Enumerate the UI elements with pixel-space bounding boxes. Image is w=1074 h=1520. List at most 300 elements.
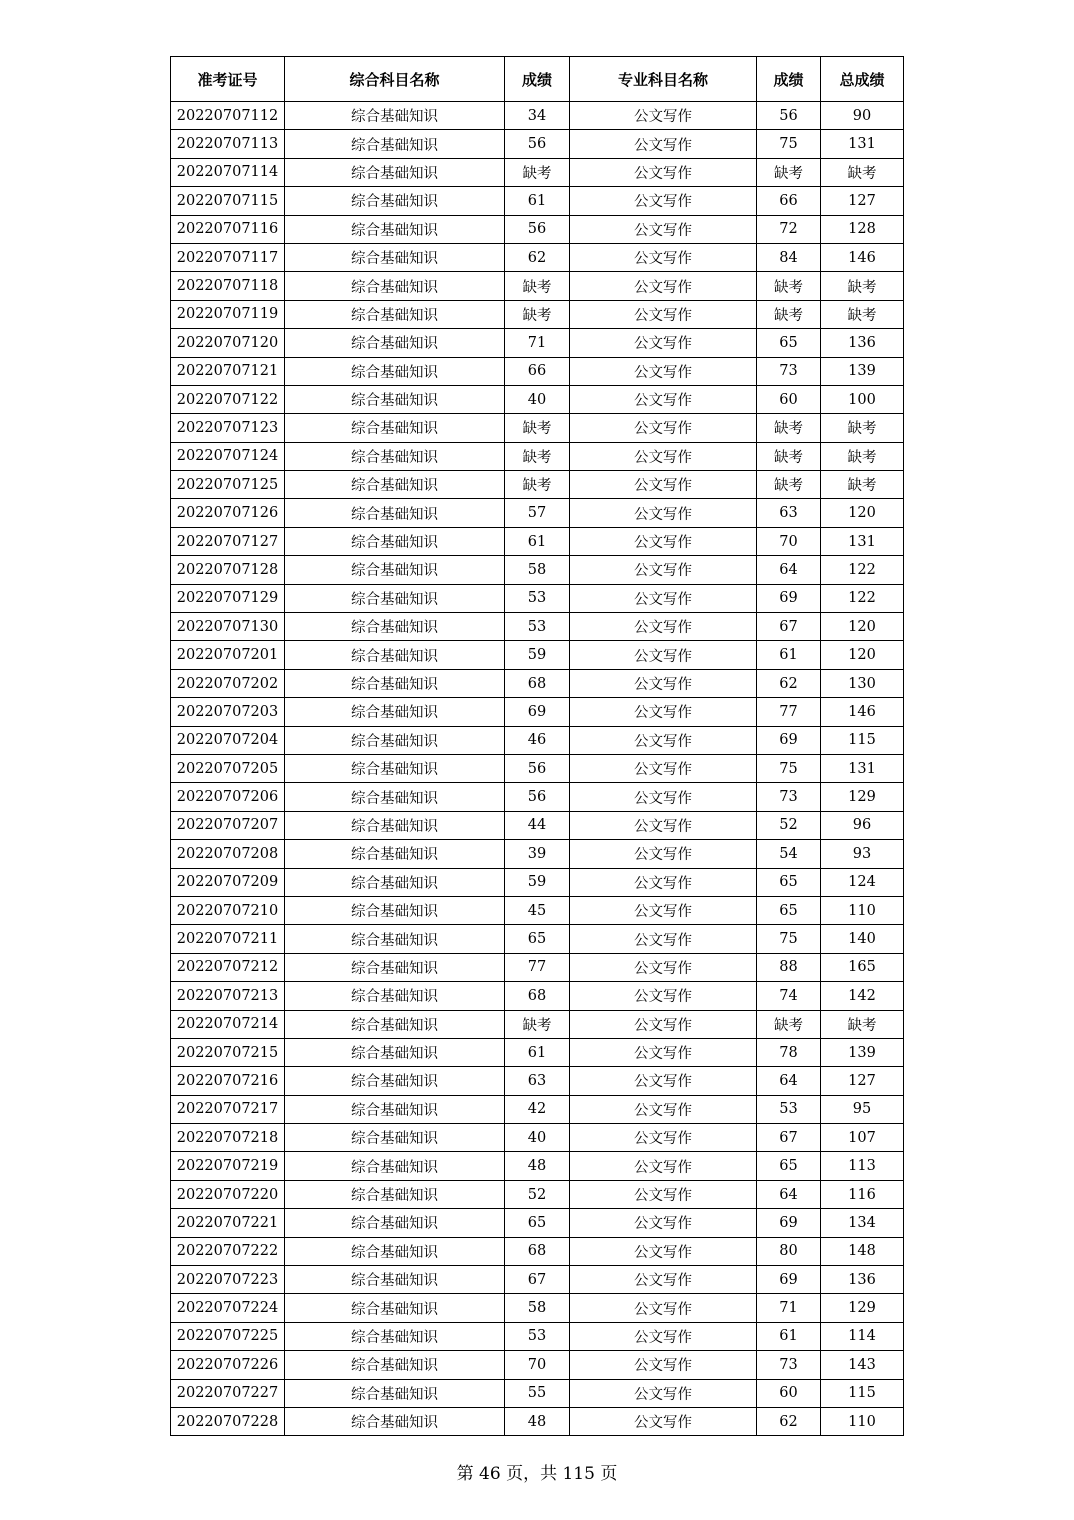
admission-number-cell: 20220707218 (171, 1124, 285, 1152)
table-row (171, 1152, 904, 1180)
admission-number-cell: 20220707216 (171, 1067, 285, 1095)
general-score-cell: 58 (505, 1294, 570, 1322)
general-score-cell: 缺考 (505, 158, 570, 186)
general-subject-cell: 综合基础知识 (285, 215, 505, 243)
general-subject-cell: 综合基础知识 (285, 1407, 505, 1435)
major-subject-cell: 公文写作 (570, 811, 757, 839)
general-score-cell: 65 (505, 925, 570, 953)
major-subject-cell: 公文写作 (570, 215, 757, 243)
total-score-cell: 缺考 (821, 1010, 904, 1038)
general-score-cell: 缺考 (505, 300, 570, 328)
admission-number-cell: 20220707121 (171, 357, 285, 385)
header-major-subject: 专业科目名称 (570, 57, 757, 102)
major-score-cell: 64 (757, 1067, 821, 1095)
header-general-subject: 综合科目名称 (285, 57, 505, 102)
general-subject-cell: 综合基础知识 (285, 1294, 505, 1322)
major-score-cell: 缺考 (757, 272, 821, 300)
major-score-cell: 53 (757, 1095, 821, 1123)
general-score-cell: 40 (505, 1124, 570, 1152)
admission-number-cell: 20220707219 (171, 1152, 285, 1180)
major-subject-cell: 公文写作 (570, 1095, 757, 1123)
general-score-cell: 40 (505, 385, 570, 413)
general-subject-cell: 综合基础知识 (285, 556, 505, 584)
general-score-cell: 61 (505, 187, 570, 215)
header-admission-number: 准考证号 (171, 57, 285, 102)
major-subject-cell: 公文写作 (570, 953, 757, 981)
admission-number-cell: 20220707213 (171, 982, 285, 1010)
major-score-cell: 75 (757, 925, 821, 953)
general-subject-cell: 综合基础知识 (285, 385, 505, 413)
major-score-cell: 64 (757, 1180, 821, 1208)
major-subject-cell: 公文写作 (570, 840, 757, 868)
total-score-cell: 90 (821, 102, 904, 130)
total-score-cell: 124 (821, 868, 904, 896)
general-score-cell: 63 (505, 1067, 570, 1095)
total-score-cell: 131 (821, 527, 904, 555)
general-score-cell: 68 (505, 1237, 570, 1265)
table-row (171, 1095, 904, 1123)
general-subject-cell: 综合基础知识 (285, 300, 505, 328)
table-row (171, 1038, 904, 1066)
table-row (171, 272, 904, 300)
general-subject-cell: 综合基础知识 (285, 982, 505, 1010)
major-score-cell: 75 (757, 754, 821, 782)
general-score-cell: 45 (505, 896, 570, 924)
table-row (171, 584, 904, 612)
general-subject-cell: 综合基础知识 (285, 613, 505, 641)
admission-number-cell: 20220707112 (171, 102, 285, 130)
total-score-cell: 缺考 (821, 471, 904, 499)
header-total-score: 总成绩 (821, 57, 904, 102)
table-row (171, 1407, 904, 1435)
major-subject-cell: 公文写作 (570, 1322, 757, 1350)
general-subject-cell: 综合基础知识 (285, 953, 505, 981)
general-score-cell: 77 (505, 953, 570, 981)
total-score-cell: 136 (821, 329, 904, 357)
major-subject-cell: 公文写作 (570, 584, 757, 612)
total-score-cell: 120 (821, 613, 904, 641)
total-score-cell: 146 (821, 698, 904, 726)
general-score-cell: 62 (505, 243, 570, 271)
major-score-cell: 65 (757, 868, 821, 896)
table-row (171, 982, 904, 1010)
major-subject-cell: 公文写作 (570, 1067, 757, 1095)
major-score-cell: 62 (757, 669, 821, 697)
admission-number-cell: 20220707217 (171, 1095, 285, 1123)
general-subject-cell: 综合基础知识 (285, 1152, 505, 1180)
general-score-cell: 68 (505, 669, 570, 697)
total-score-cell: 130 (821, 669, 904, 697)
general-subject-cell: 综合基础知识 (285, 1124, 505, 1152)
table-row (171, 1351, 904, 1379)
general-subject-cell: 综合基础知识 (285, 1095, 505, 1123)
major-score-cell: 70 (757, 527, 821, 555)
general-score-cell: 48 (505, 1152, 570, 1180)
total-score-cell: 127 (821, 1067, 904, 1095)
major-score-cell: 74 (757, 982, 821, 1010)
major-subject-cell: 公文写作 (570, 982, 757, 1010)
major-score-cell: 78 (757, 1038, 821, 1066)
total-score-cell: 131 (821, 754, 904, 782)
general-subject-cell: 综合基础知识 (285, 1010, 505, 1038)
general-score-cell: 69 (505, 698, 570, 726)
total-score-cell: 129 (821, 783, 904, 811)
table-row (171, 102, 904, 130)
major-subject-cell: 公文写作 (570, 1038, 757, 1066)
total-score-cell: 110 (821, 1407, 904, 1435)
general-subject-cell: 综合基础知识 (285, 499, 505, 527)
major-score-cell: 52 (757, 811, 821, 839)
admission-number-cell: 20220707210 (171, 896, 285, 924)
admission-number-cell: 20220707223 (171, 1266, 285, 1294)
general-score-cell: 52 (505, 1180, 570, 1208)
admission-number-cell: 20220707129 (171, 584, 285, 612)
admission-number-cell: 20220707126 (171, 499, 285, 527)
table-row (171, 783, 904, 811)
major-subject-cell: 公文写作 (570, 1124, 757, 1152)
table-row (171, 726, 904, 754)
major-score-cell: 66 (757, 187, 821, 215)
major-subject-cell: 公文写作 (570, 613, 757, 641)
total-score-cell: 110 (821, 896, 904, 924)
table-row (171, 556, 904, 584)
admission-number-cell: 20220707221 (171, 1209, 285, 1237)
major-score-cell: 77 (757, 698, 821, 726)
general-score-cell: 56 (505, 754, 570, 782)
table-row (171, 130, 904, 158)
table-row (171, 215, 904, 243)
table-row (171, 1379, 904, 1407)
table-row (171, 1067, 904, 1095)
general-score-cell: 59 (505, 641, 570, 669)
general-score-cell: 34 (505, 102, 570, 130)
admission-number-cell: 20220707124 (171, 442, 285, 470)
total-score-cell: 缺考 (821, 300, 904, 328)
major-score-cell: 73 (757, 1351, 821, 1379)
admission-number-cell: 20220707120 (171, 329, 285, 357)
major-subject-cell: 公文写作 (570, 300, 757, 328)
major-score-cell: 61 (757, 641, 821, 669)
admission-number-cell: 20220707224 (171, 1294, 285, 1322)
major-subject-cell: 公文写作 (570, 868, 757, 896)
major-subject-cell: 公文写作 (570, 414, 757, 442)
major-score-cell: 73 (757, 783, 821, 811)
admission-number-cell: 20220707201 (171, 641, 285, 669)
major-score-cell: 缺考 (757, 158, 821, 186)
general-score-cell: 61 (505, 1038, 570, 1066)
major-subject-cell: 公文写作 (570, 1266, 757, 1294)
admission-number-cell: 20220707117 (171, 243, 285, 271)
table-row (171, 896, 904, 924)
general-score-cell: 66 (505, 357, 570, 385)
general-subject-cell: 综合基础知识 (285, 187, 505, 215)
admission-number-cell: 20220707212 (171, 953, 285, 981)
total-score-cell: 115 (821, 1379, 904, 1407)
major-score-cell: 75 (757, 130, 821, 158)
table-row (171, 698, 904, 726)
general-subject-cell: 综合基础知识 (285, 925, 505, 953)
major-subject-cell: 公文写作 (570, 669, 757, 697)
general-subject-cell: 综合基础知识 (285, 1067, 505, 1095)
general-subject-cell: 综合基础知识 (285, 1379, 505, 1407)
general-subject-cell: 综合基础知识 (285, 840, 505, 868)
admission-number-cell: 20220707203 (171, 698, 285, 726)
general-subject-cell: 综合基础知识 (285, 698, 505, 726)
general-subject-cell: 综合基础知识 (285, 442, 505, 470)
major-subject-cell: 公文写作 (570, 1010, 757, 1038)
general-subject-cell: 综合基础知识 (285, 669, 505, 697)
table-row (171, 1124, 904, 1152)
admission-number-cell: 20220707116 (171, 215, 285, 243)
table-row (171, 641, 904, 669)
table-row (171, 1294, 904, 1322)
table-body (171, 102, 904, 1436)
admission-number-cell: 20220707208 (171, 840, 285, 868)
general-subject-cell: 综合基础知识 (285, 272, 505, 300)
total-score-cell: 120 (821, 641, 904, 669)
table-row (171, 868, 904, 896)
general-subject-cell: 综合基础知识 (285, 896, 505, 924)
general-subject-cell: 综合基础知识 (285, 783, 505, 811)
major-score-cell: 65 (757, 1152, 821, 1180)
admission-number-cell: 20220707202 (171, 669, 285, 697)
total-score-cell: 95 (821, 1095, 904, 1123)
table-row (171, 669, 904, 697)
major-score-cell: 缺考 (757, 300, 821, 328)
general-score-cell: 44 (505, 811, 570, 839)
major-subject-cell: 公文写作 (570, 896, 757, 924)
general-subject-cell: 综合基础知识 (285, 243, 505, 271)
general-score-cell: 缺考 (505, 272, 570, 300)
general-score-cell: 缺考 (505, 414, 570, 442)
table-row (171, 414, 904, 442)
total-score-cell: 136 (821, 1266, 904, 1294)
total-score-cell: 缺考 (821, 272, 904, 300)
major-subject-cell: 公文写作 (570, 1407, 757, 1435)
general-score-cell: 48 (505, 1407, 570, 1435)
general-subject-cell: 综合基础知识 (285, 584, 505, 612)
general-score-cell: 71 (505, 329, 570, 357)
major-score-cell: 63 (757, 499, 821, 527)
major-score-cell: 69 (757, 584, 821, 612)
major-subject-cell: 公文写作 (570, 187, 757, 215)
header-row (171, 57, 904, 102)
total-score-cell: 134 (821, 1209, 904, 1237)
admission-number-cell: 20220707209 (171, 868, 285, 896)
total-score-cell: 93 (821, 840, 904, 868)
total-score-cell: 115 (821, 726, 904, 754)
table-row (171, 527, 904, 555)
major-subject-cell: 公文写作 (570, 471, 757, 499)
general-subject-cell: 综合基础知识 (285, 471, 505, 499)
table-row (171, 1237, 904, 1265)
major-score-cell: 60 (757, 1379, 821, 1407)
major-subject-cell: 公文写作 (570, 641, 757, 669)
major-score-cell: 缺考 (757, 414, 821, 442)
general-score-cell: 56 (505, 130, 570, 158)
general-subject-cell: 综合基础知识 (285, 158, 505, 186)
major-subject-cell: 公文写作 (570, 925, 757, 953)
general-score-cell: 57 (505, 499, 570, 527)
total-score-cell: 114 (821, 1322, 904, 1350)
general-subject-cell: 综合基础知识 (285, 329, 505, 357)
major-subject-cell: 公文写作 (570, 1209, 757, 1237)
table-row (171, 840, 904, 868)
total-score-cell: 131 (821, 130, 904, 158)
major-score-cell: 54 (757, 840, 821, 868)
page-number-text: 第 46 页，共 115 页 (456, 1464, 618, 1484)
major-subject-cell: 公文写作 (570, 329, 757, 357)
major-subject-cell: 公文写作 (570, 357, 757, 385)
general-score-cell: 56 (505, 215, 570, 243)
table-row (171, 158, 904, 186)
major-score-cell: 71 (757, 1294, 821, 1322)
general-score-cell: 55 (505, 1379, 570, 1407)
admission-number-cell: 20220707119 (171, 300, 285, 328)
major-score-cell: 80 (757, 1237, 821, 1265)
total-score-cell: 129 (821, 1294, 904, 1322)
major-subject-cell: 公文写作 (570, 726, 757, 754)
general-score-cell: 59 (505, 868, 570, 896)
table-row (171, 300, 904, 328)
table-row (171, 811, 904, 839)
major-score-cell: 缺考 (757, 1010, 821, 1038)
major-score-cell: 62 (757, 1407, 821, 1435)
major-score-cell: 缺考 (757, 442, 821, 470)
table-row (171, 613, 904, 641)
admission-number-cell: 20220707125 (171, 471, 285, 499)
general-score-cell: 缺考 (505, 1010, 570, 1038)
total-score-cell: 116 (821, 1180, 904, 1208)
page-footer (0, 1459, 1074, 1484)
total-score-cell: 107 (821, 1124, 904, 1152)
major-score-cell: 61 (757, 1322, 821, 1350)
major-subject-cell: 公文写作 (570, 1351, 757, 1379)
total-score-cell: 140 (821, 925, 904, 953)
general-subject-cell: 综合基础知识 (285, 1237, 505, 1265)
table-row (171, 1322, 904, 1350)
major-score-cell: 65 (757, 896, 821, 924)
admission-number-cell: 20220707113 (171, 130, 285, 158)
admission-number-cell: 20220707114 (171, 158, 285, 186)
admission-number-cell: 20220707222 (171, 1237, 285, 1265)
general-score-cell: 42 (505, 1095, 570, 1123)
total-score-cell: 142 (821, 982, 904, 1010)
general-score-cell: 58 (505, 556, 570, 584)
major-score-cell: 72 (757, 215, 821, 243)
major-subject-cell: 公文写作 (570, 442, 757, 470)
table-row (171, 471, 904, 499)
major-score-cell: 缺考 (757, 471, 821, 499)
major-subject-cell: 公文写作 (570, 1152, 757, 1180)
total-score-cell: 148 (821, 1237, 904, 1265)
general-score-cell: 46 (505, 726, 570, 754)
total-score-cell: 96 (821, 811, 904, 839)
major-score-cell: 69 (757, 726, 821, 754)
admission-number-cell: 20220707123 (171, 414, 285, 442)
admission-number-cell: 20220707228 (171, 1407, 285, 1435)
major-subject-cell: 公文写作 (570, 1180, 757, 1208)
total-score-cell: 143 (821, 1351, 904, 1379)
admission-number-cell: 20220707118 (171, 272, 285, 300)
admission-number-cell: 20220707227 (171, 1379, 285, 1407)
header-general-score: 成绩 (505, 57, 570, 102)
general-subject-cell: 综合基础知识 (285, 1038, 505, 1066)
header-major-score: 成绩 (757, 57, 821, 102)
total-score-cell: 100 (821, 385, 904, 413)
table-row (171, 1180, 904, 1208)
table-row (171, 925, 904, 953)
major-score-cell: 69 (757, 1209, 821, 1237)
total-score-cell: 139 (821, 1038, 904, 1066)
major-subject-cell: 公文写作 (570, 527, 757, 555)
major-score-cell: 73 (757, 357, 821, 385)
general-subject-cell: 综合基础知识 (285, 1266, 505, 1294)
general-subject-cell: 综合基础知识 (285, 1351, 505, 1379)
general-subject-cell: 综合基础知识 (285, 641, 505, 669)
major-score-cell: 64 (757, 556, 821, 584)
admission-number-cell: 20220707206 (171, 783, 285, 811)
general-score-cell: 39 (505, 840, 570, 868)
major-subject-cell: 公文写作 (570, 1379, 757, 1407)
general-score-cell: 70 (505, 1351, 570, 1379)
general-subject-cell: 综合基础知识 (285, 754, 505, 782)
general-score-cell: 56 (505, 783, 570, 811)
major-subject-cell: 公文写作 (570, 158, 757, 186)
total-score-cell: 缺考 (821, 414, 904, 442)
major-score-cell: 65 (757, 329, 821, 357)
general-score-cell: 68 (505, 982, 570, 1010)
table-row (171, 953, 904, 981)
major-subject-cell: 公文写作 (570, 130, 757, 158)
table-row (171, 187, 904, 215)
total-score-cell: 122 (821, 584, 904, 612)
table-row (171, 1266, 904, 1294)
total-score-cell: 120 (821, 499, 904, 527)
general-subject-cell: 综合基础知识 (285, 414, 505, 442)
table-row (171, 499, 904, 527)
table-header (171, 57, 904, 102)
total-score-cell: 122 (821, 556, 904, 584)
major-subject-cell: 公文写作 (570, 754, 757, 782)
general-score-cell: 缺考 (505, 471, 570, 499)
general-subject-cell: 综合基础知识 (285, 811, 505, 839)
major-subject-cell: 公文写作 (570, 698, 757, 726)
general-subject-cell: 综合基础知识 (285, 102, 505, 130)
major-subject-cell: 公文写作 (570, 1294, 757, 1322)
general-subject-cell: 综合基础知识 (285, 1209, 505, 1237)
general-score-cell: 53 (505, 1322, 570, 1350)
admission-number-cell: 20220707215 (171, 1038, 285, 1066)
major-subject-cell: 公文写作 (570, 499, 757, 527)
general-subject-cell: 综合基础知识 (285, 130, 505, 158)
major-subject-cell: 公文写作 (570, 272, 757, 300)
general-score-cell: 53 (505, 613, 570, 641)
total-score-cell: 缺考 (821, 442, 904, 470)
admission-number-cell: 20220707127 (171, 527, 285, 555)
score-table (170, 56, 904, 1436)
admission-number-cell: 20220707204 (171, 726, 285, 754)
major-subject-cell: 公文写作 (570, 783, 757, 811)
admission-number-cell: 20220707128 (171, 556, 285, 584)
total-score-cell: 146 (821, 243, 904, 271)
table-row (171, 754, 904, 782)
admission-number-cell: 20220707130 (171, 613, 285, 641)
general-score-cell: 61 (505, 527, 570, 555)
major-score-cell: 67 (757, 613, 821, 641)
general-score-cell: 67 (505, 1266, 570, 1294)
total-score-cell: 128 (821, 215, 904, 243)
